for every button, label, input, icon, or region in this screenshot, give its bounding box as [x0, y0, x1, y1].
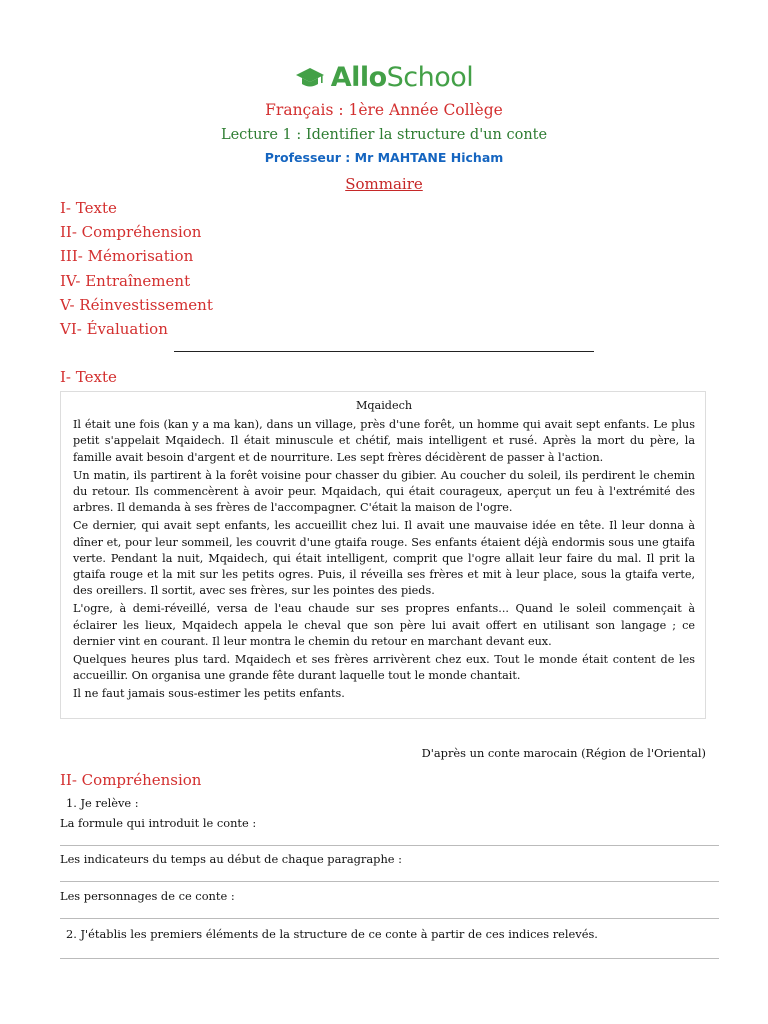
story-paragraph: Il était une fois (kan y a ma kan), dans un village, près d'une forêt, un homme qui avait sept enfants. Le plus petit s'appelait Mqaidech. Il était minuscule et chétif, mais intelligent et rusé. Après la mort du père, la famille avait besoin d'argent et de nourriture. Les sept frères décidèrent de passer à l'action.	[73, 418, 695, 464]
story-title: Mqaidech	[355, 399, 413, 412]
question-1a: La formule qui introduit le conte :	[60, 816, 257, 830]
question-1: 1. Je relève :	[66, 796, 139, 810]
answer-line[interactable]	[60, 881, 719, 882]
toc-item[interactable]: II- Compréhension	[60, 223, 202, 242]
toc-item[interactable]: VI- Évaluation	[60, 319, 168, 338]
story-paragraph: L'ogre, à demi-réveillé, versa de l'eau chaude sur ses propres enfants... Quand le soleil commençait à éclairer les lieux, Mqaidech appela le cheval que son père lui avait offert en utilisant son langage ; ce dernier vint en courant. Il leur montra le chemin du retour en marchant devant eux.	[73, 602, 695, 648]
table-of-contents	[60, 198, 213, 343]
teacher-name: Professeur : Mr MAHTANE Hicham	[264, 150, 504, 165]
toc-item[interactable]: III- Mémorisation	[60, 247, 194, 266]
toc-item[interactable]: V- Réinvestissement	[60, 295, 213, 314]
lesson-title: Lecture 1 : Identifier la structure d'un conte	[220, 127, 548, 143]
answer-line[interactable]	[60, 918, 719, 919]
story-paragraph: Quelques heures plus tard. Mqaidech et ses frères arrivèrent chez eux. Tout le monde était content de les accueillir. On organisa une grande fête durant laquelle tout le monde chantait.	[73, 653, 695, 683]
question-1b: Les indicateurs du temps au début de chaque paragraphe :	[60, 852, 402, 866]
story-source: D'après un conte marocain (Région de l'Oriental)	[421, 746, 706, 760]
answer-line[interactable]	[60, 958, 719, 959]
toc-item[interactable]: I- Texte	[60, 199, 117, 217]
answer-line[interactable]	[60, 845, 719, 846]
alloschool-logo	[0, 62, 768, 93]
section-title-texte: I- Texte	[60, 368, 117, 386]
summary-title: Sommaire	[345, 175, 423, 193]
question-1c: Les personnages de ce conte :	[60, 889, 235, 903]
divider	[174, 351, 594, 352]
story-box	[60, 391, 706, 719]
story-paragraph: Ce dernier, qui avait sept enfants, les accueillit chez lui. Il avait une mauvaise idée en tête. Il leur donna à dîner et, pour leur sommeil, les couvrit d'une gtaifa rouge. Ses enfants étaient déjà endormis sous une gtaifa verte. Pendant la nuit, Mqaidech, qui était intelligent, comprit que l'ogre allait leur faire du mal. Il prit la gtaifa rouge et la mit sur les petits ogres. Puis, il réveilla ses frères et mit à leur place, sous la gtaifa verte, des oreillers. Il sortit, avec ses frères, sur les pointes des pieds.	[73, 519, 695, 598]
toc-item[interactable]: IV- Entraînement	[60, 271, 191, 290]
question-2: 2. J'établis les premiers éléments de la structure de ce conte à partir de ces indices relevés.	[66, 927, 598, 941]
subject-title: Français : 1ère Année Collège	[265, 101, 503, 119]
section-title-comprehension: II- Compréhension	[60, 771, 202, 789]
graduation-cap-icon	[295, 66, 325, 90]
story-paragraph: Il ne faut jamais sous-estimer les petits enfants.	[73, 687, 345, 701]
brand-name: AlloSchool	[330, 62, 474, 93]
story-paragraph: Un matin, ils partirent à la forêt voisine pour chasser du gibier. Au coucher du soleil, ils perdirent le chemin du retour. Ils commencèrent à avoir peur. Mqaidach, qui était courageux, aperçut un feu à l'extrémité des arbres. Il demanda à ses frères de l'accompagner. C'était la maison de l'ogre.	[73, 468, 695, 515]
